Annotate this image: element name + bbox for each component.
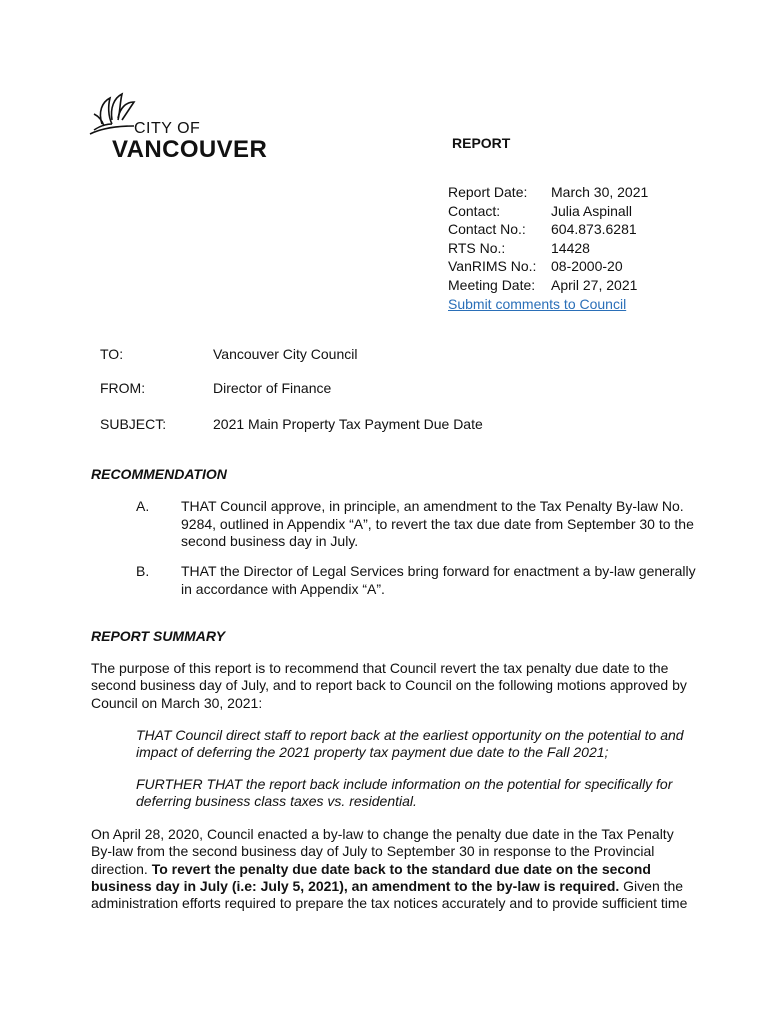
meta-value: 604.873.6281 — [551, 221, 637, 238]
meta-row-vanrims-no — [448, 257, 648, 276]
meta-row-contact — [448, 202, 648, 221]
summary-quote-2: FURTHER THAT the report back include information on the potential for specifically for deferring business class taxes vs. residential. — [136, 776, 673, 810]
paragraph-text: On April 28, 2020, Council enacted a by-law to change the penalty due date in the Tax Penalty By-law from the second business day of July to September 30 in response to the Provincial direction. — [91, 826, 674, 877]
summary-quote-1: THAT Council direct staff to report back at the earliest opportunity on the potential to and impact of deferring the 2021 property tax payment due date to the Fall 2021; — [136, 727, 684, 761]
from-line — [100, 380, 331, 396]
meta-row-contact-no — [448, 220, 648, 239]
meta-value: 08-2000-20 — [551, 258, 623, 275]
item-text: THAT Council approve, in principle, an amendment to the Tax Penalty By-law No. 9284, outlined in Appendix “A”, to revert the tax due date from September 30 to the second business day in July. — [181, 498, 694, 549]
subject-label: SUBJECT: — [100, 416, 167, 432]
summary-paragraph-2 — [91, 826, 691, 912]
meta-value: Julia Aspinall — [551, 202, 632, 219]
report-summary-heading: REPORT SUMMARY — [91, 628, 226, 644]
item-letter: A. — [136, 498, 150, 514]
paragraph-text-end: Given the administration efforts required to prepare the tax notices accurately and to provide sufficient time — [91, 877, 688, 912]
meta-label: Meeting Date: — [448, 276, 536, 293]
meta-value: 14428 — [551, 239, 590, 256]
summary-intro: The purpose of this report is to recommend that Council revert the tax penalty due date to the second business day of July, and to report back to Council on the following motions approved by Council on March 30, 2021: — [91, 660, 687, 711]
subject-line — [100, 416, 483, 432]
to-line — [100, 346, 357, 362]
recommendation-item-a — [136, 498, 696, 551]
meta-label: VanRIMS No.: — [448, 258, 537, 275]
to-value: Vancouver City Council — [213, 346, 358, 362]
meta-label: Report Date: — [448, 184, 528, 200]
meta-value: April 27, 2021 — [551, 276, 638, 293]
to-label: TO: — [100, 346, 124, 362]
subject-value: 2021 Main Property Tax Payment Due Date — [213, 416, 483, 432]
item-text: THAT the Director of Legal Services bring forward for enactment a by-law generally in accordance with Appendix “A”. — [181, 563, 696, 597]
logo-vancouver: VANCOUVER — [112, 136, 268, 163]
meta-label: Contact No.: — [448, 221, 526, 238]
logo-city-of: CITY OF — [134, 120, 201, 137]
report-title: REPORT — [452, 135, 511, 151]
from-value: Director of Finance — [213, 380, 332, 396]
meta-row-rts-no — [448, 239, 648, 258]
meta-label: RTS No.: — [448, 239, 506, 256]
report-metadata — [448, 183, 648, 313]
paragraph-bold-text: To revert the penalty due date back to the standard due date on the second business day in July (i.e: July 5, 2021), an amendment to the by-law is required. — [91, 860, 651, 894]
item-letter: B. — [136, 563, 150, 579]
meta-label: Contact: — [448, 202, 501, 219]
recommendation-item-b — [136, 563, 696, 598]
meta-row-meeting-date — [448, 276, 648, 295]
meta-row-report-date — [448, 183, 648, 202]
meta-value: March 30, 2021 — [551, 184, 649, 200]
submit-comments-link[interactable]: Submit comments to Council — [448, 295, 627, 312]
from-label: FROM: — [100, 380, 146, 396]
city-logo — [88, 90, 268, 162]
recommendation-heading: RECOMMENDATION — [91, 466, 227, 482]
